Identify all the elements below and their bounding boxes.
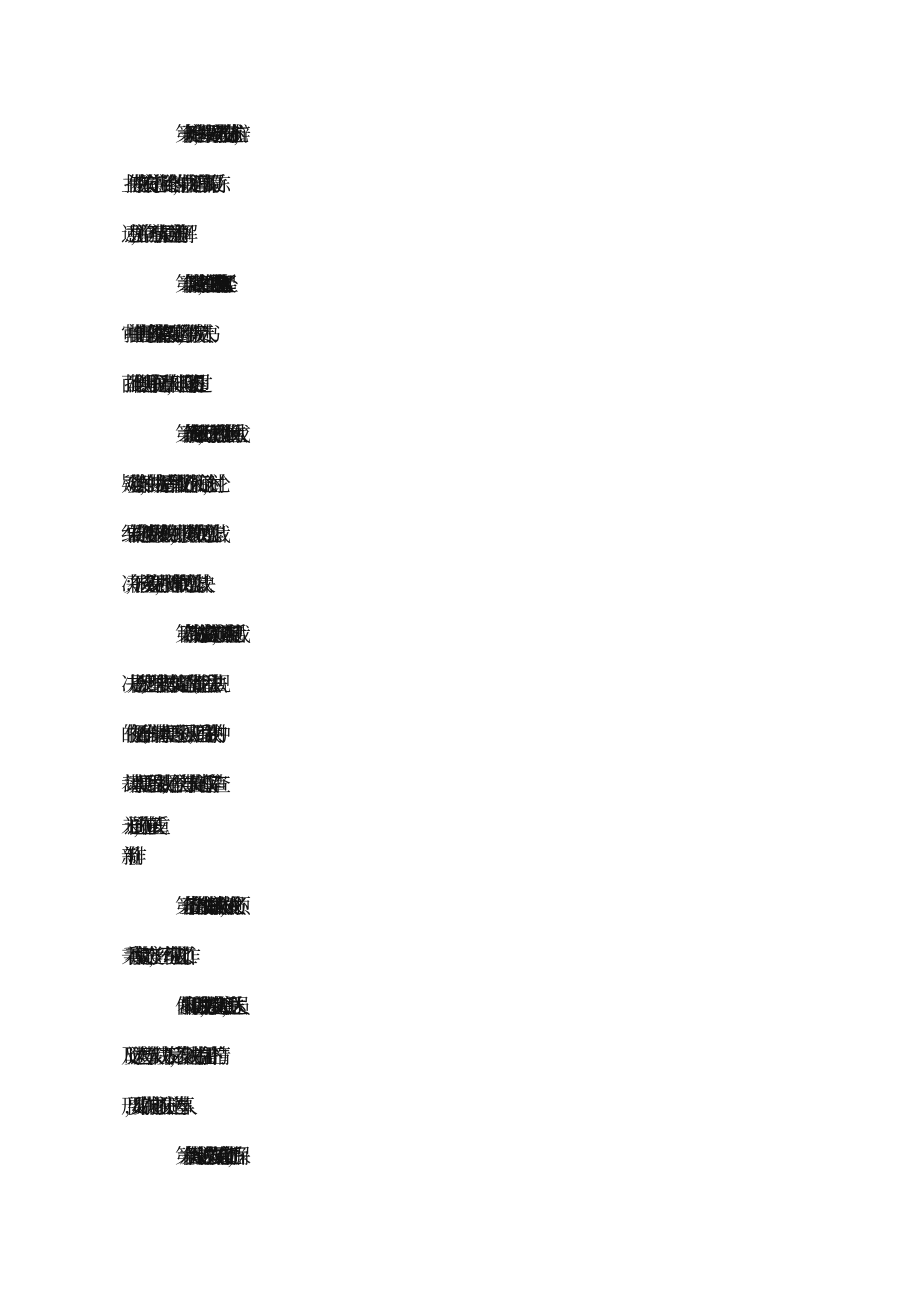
text-line: 审批中止审理的案件除外）。案情复杂需要延期的，经仲裁院负责人书	[121, 322, 204, 346]
text-line: 决；不能形成多数意见时，按照首席仲裁员的意见作出裁决。	[121, 572, 202, 596]
text-line: 主持仲裁庭依次有序进行。辩论终结时，仲裁员要征询当事人的最后陈	[121, 172, 214, 196]
text-line: 述意见，并询问各方当事人是否同意进行调解。	[121, 222, 184, 246]
text-line: 疑难复杂案件，由仲裁庭提请后召集仲裁员进行深入研究讨论，对讨论	[121, 472, 214, 496]
text-line: 仲裁员打印校对后的裁决书，经仲裁院负责人签章后，由送达人员	[175, 994, 233, 1018]
text-line: 裁请求事项是否适用终局裁决；是否依法向当事人告知起诉权等。审查	[121, 772, 214, 796]
text-line: 第十三条为确保仲裁公正，对争议矛盾激烈、社会影响大的重大或	[175, 422, 233, 446]
text-line: 结果的确定遵循少数服从多数的原则，即按照多数仲裁员的意见作出裁	[121, 522, 214, 546]
text-line: 的依据是否准确；仲裁请求事项是否逐一得以回应；适用终局裁决的仲	[121, 722, 214, 746]
text-line: 第十一条开庭庭审中，仲裁员引导双方当事人进行充分陈述、抗辩，	[175, 122, 235, 146]
text-line: 第十五条审查合格的裁决书交由办案辅助人员校对，校对人员必须	[175, 894, 233, 918]
text-line: 面批准可以延期并书面通知当事人，但延长期限不得超过15日。	[121, 372, 194, 396]
text-line: 第十二条仲裁庭裁决案件，在受理仲裁申请之日起45日内结束（经	[175, 272, 221, 296]
text-line: 秉着高度负责的态度，一丝不苟地完成此项工作。	[121, 944, 187, 968]
text-line: 决书是否规范；处理结果依据的事实认定是否确凿清楚；适用法律法规	[121, 672, 214, 696]
text-line: 第十六条负责仲裁文书送达工作的人员要具有高度的责任心，确保	[175, 1144, 233, 1168]
text-line: 新制作。	[121, 844, 133, 868]
text-line: 及时送达双方当事人。裁决书下发后，若发现裁决书中存在需补正的情	[121, 1044, 214, 1068]
text-line: 第十四条裁决书制作完成交由负责人审查，主要审查项目包括：裁	[175, 622, 233, 646]
text-line: 未通过的，进行修正或重	[121, 814, 154, 838]
text-line: 形，要及时制作决定书予以补正并送达当事人。	[121, 1094, 184, 1118]
